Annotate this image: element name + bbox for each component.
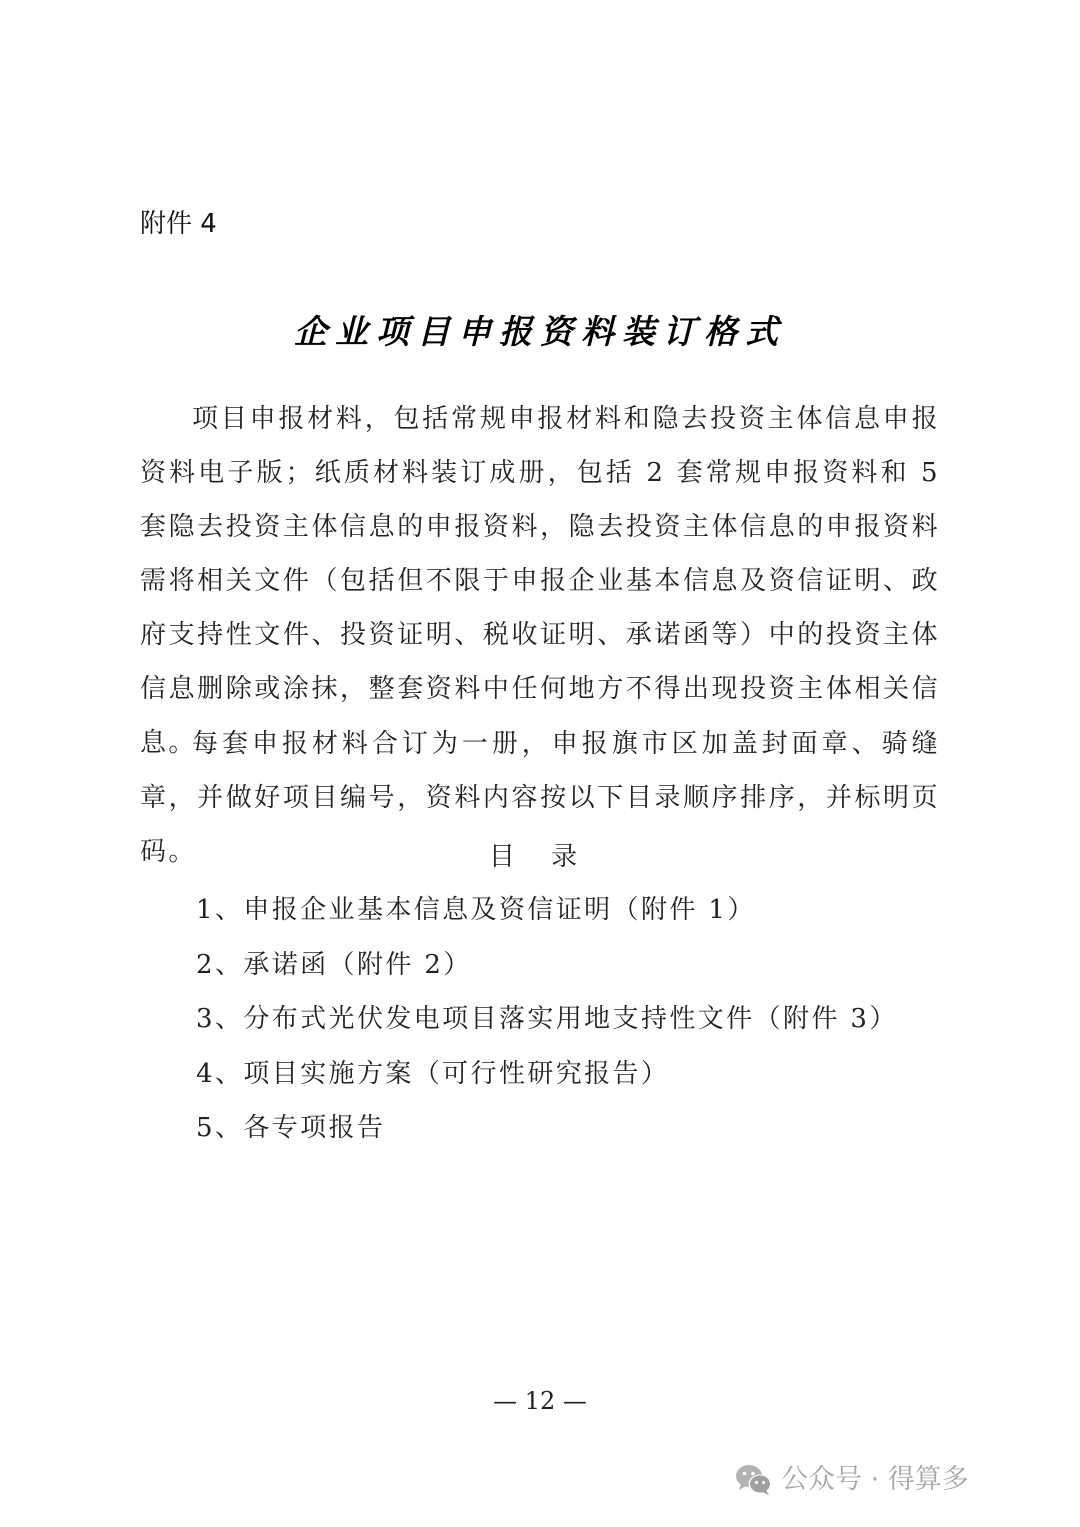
body-paragraph-1 bbox=[140, 392, 940, 770]
toc-item: 4、项目实施方案（可行性研究报告） bbox=[196, 1058, 670, 1089]
toc-item: 3、分布式光伏发电项目落实用地支持性文件（附件 3） bbox=[196, 1004, 898, 1034]
page-number: — 12 — bbox=[493, 1387, 587, 1415]
toc-list bbox=[196, 883, 898, 1156]
toc-item: 2、承诺函（附件 2） bbox=[196, 949, 472, 980]
paragraph-text: 项目申报材料，包括常规申报材料和隐去投资主体信息申报资料电子版；纸质材料装订成册，包括 2 套常规申报资料和 5 套隐去投资主体信息的申报资料，隐去投资主体信息的申报资料需将相关文件（包括但不限于申报企业基本信息及资信证明、政府支持性文件、投资证明、税收证明、承诺函等）中的投资主体信息删除或涂抹，整套资料中任何地方不得出现投资主体相关信息。 bbox=[140, 404, 940, 758]
document-title: 企业项目申报资料装订格式 bbox=[294, 312, 786, 351]
paragraph-text: 每套申报材料合订为一册，申报旗市区加盖封面章、骑缝章，并做好项目编号，资料内容按以下目录顺序排序，并标明页码。 bbox=[140, 729, 940, 867]
toc-heading: 目 录 bbox=[488, 842, 592, 872]
toc-item: 5、各专项报告 bbox=[196, 1113, 386, 1143]
attachment-label: 附件 4 bbox=[140, 209, 217, 239]
wechat-icon bbox=[735, 1463, 773, 1497]
toc-item: 1、申报企业基本信息及资信证明（附件 1） bbox=[196, 895, 756, 925]
watermark bbox=[735, 1460, 969, 1500]
watermark-text: 公众号 · 得算多 bbox=[781, 1464, 969, 1495]
